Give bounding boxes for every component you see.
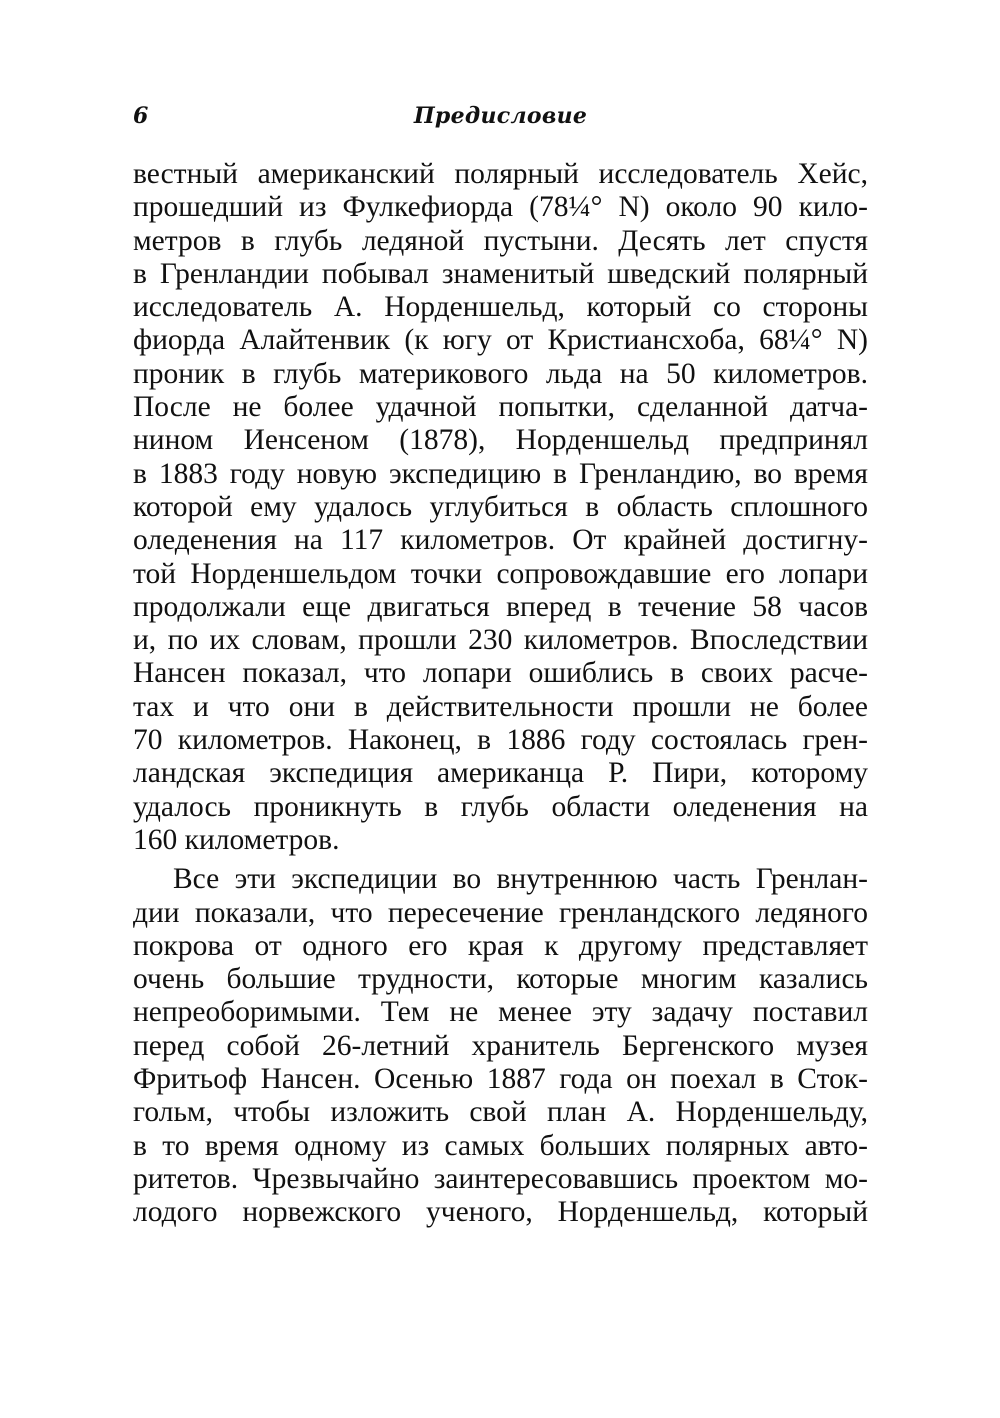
text-line: лодого норвежского ученого, Норденшельд, который xyxy=(133,1196,868,1229)
text-line: Все эти экспедиции во внутреннюю часть Гренлан- xyxy=(173,863,868,896)
text-line: фиорда Алайтенвик (к югу от Кристиансхоба, 68¼° N) xyxy=(133,324,868,357)
text-line: тах и что они в действительности прошли не более xyxy=(133,690,868,723)
text-line: 160 километров. xyxy=(133,823,340,856)
text-line: непреоборимыми. Тем не менее эту задачу поставил xyxy=(133,996,868,1029)
text-line: в Гренландии побывал знаменитый шведский полярный xyxy=(133,257,868,290)
paragraph-2 xyxy=(133,863,868,1229)
text-line: продолжали еще двигаться вперед в течение 58 часов xyxy=(133,590,868,623)
text-line: прошедший из Фулкефиорда (78¼° N) около 90 кило- xyxy=(133,191,868,224)
text-line: После не более удачной попытки, сделанной датча- xyxy=(133,391,868,424)
text-line: которой ему удалось углубиться в область сплошного xyxy=(133,490,868,523)
text-line: проник в глубь материкового льда на 50 километров. xyxy=(133,357,868,390)
text-line: покрова от одного его края к другому представляет xyxy=(133,929,868,962)
text-line: ландская экспедиция американца Р. Пири, которому xyxy=(133,757,868,790)
page-number: 6 xyxy=(133,103,149,129)
text-line: в 1883 году новую экспедицию в Гренландию, во время xyxy=(133,457,868,490)
text-line: исследователь А. Норденшельд, который со стороны xyxy=(133,291,868,324)
text-line: и, по их словам, прошли 230 километров. Впоследствии xyxy=(133,624,868,657)
text-line: той Норденшельдом точки сопровождавшие его лопари xyxy=(133,557,868,590)
running-head: Предисловие xyxy=(413,103,588,129)
text-line: Фритьоф Нансен. Осенью 1887 года он поехал в Сток- xyxy=(133,1063,868,1096)
text-line: 70 километров. Наконец, в 1886 году состоялась грен- xyxy=(133,724,868,757)
text-line: нином Иенсеном (1878), Норденшельд предпринял xyxy=(133,424,868,457)
text-line: дии показали, что пересечение гренландского ледяного xyxy=(133,896,868,929)
text-line: метров в глубь ледяной пустыни. Десять лет спустя xyxy=(133,224,868,257)
text-line: удалось проникнуть в глубь области оледенения на xyxy=(133,790,868,823)
page-header xyxy=(133,101,868,131)
paragraph-1 xyxy=(133,158,868,857)
text-line: очень большие трудности, которые многим казались xyxy=(133,963,868,996)
text-line: Нансен показал, что лопари ошиблись в своих расче- xyxy=(133,657,868,690)
text-line: вестный американский полярный исследователь Хейс, xyxy=(133,158,868,190)
text-line: в то время одному из самых больших полярных авто- xyxy=(133,1129,868,1162)
text-line: ритетов. Чрезвычайно заинтересовавшись проектом мо- xyxy=(133,1162,868,1195)
text-line: гольм, чтобы изложить свой план А. Норденшельду, xyxy=(133,1096,868,1129)
text-line: оледенения на 117 километров. От крайней достигну- xyxy=(133,524,868,557)
body-text xyxy=(133,158,868,1230)
text-line: перед собой 26-летний хранитель Бергенского музея xyxy=(133,1029,868,1062)
